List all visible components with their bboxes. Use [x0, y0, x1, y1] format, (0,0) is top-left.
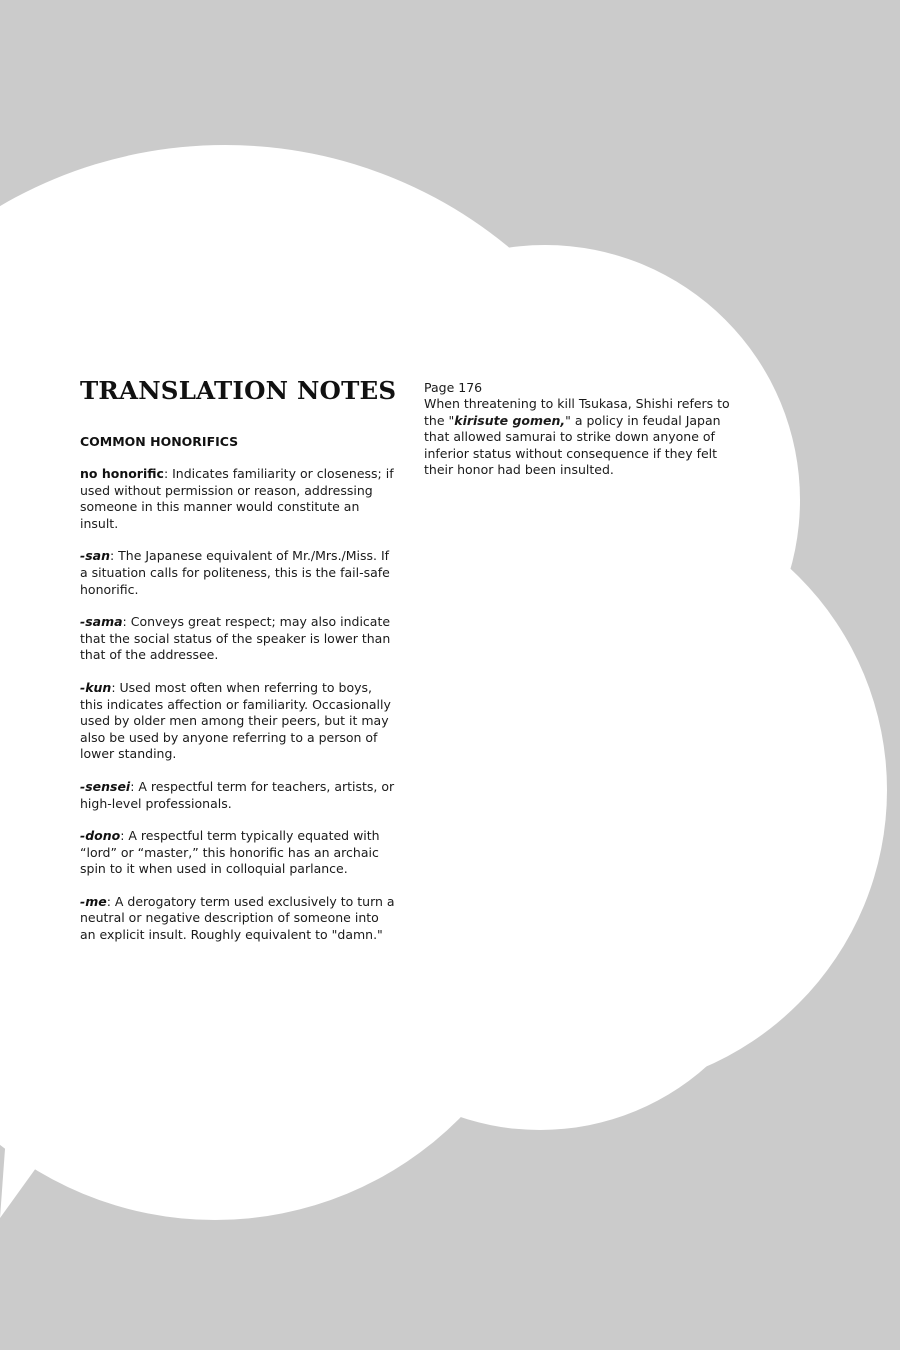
honorific-entry — [80, 548, 398, 598]
honorific-entry — [80, 680, 398, 763]
page-title: TRANSLATION NOTES — [80, 376, 397, 405]
honorific-term: -kun — [80, 679, 112, 695]
honorific-term: -san — [80, 548, 110, 564]
honorific-definition: : A derogatory term used exclusively to turn a neutral or negative description of someone into an explicit insult. Roughly equivalent to "damn." — [80, 893, 395, 943]
honorific-term: no honorific — [80, 466, 164, 481]
note-text-before: When threatening to kill Tsukasa, Shishi refers to the " — [424, 396, 730, 428]
honorific-term: -dono — [80, 828, 121, 844]
honorific-entry — [80, 894, 398, 944]
honorific-entry — [80, 614, 398, 664]
honorific-entry — [80, 779, 398, 812]
section-heading: COMMON HONORIFICS — [80, 434, 239, 449]
honorific-definition: : Indicates familiarity or closeness; if used without permission or reason, addressing someone in this manner would constitute an insult. — [80, 466, 394, 531]
honorific-entry — [80, 828, 398, 878]
honorific-definition: : Used most often when referring to boys, this indicates affection or familiarity. Occasionally used by older men among their peers, but it may also be used by anyone referring to a person of lower standing. — [80, 679, 391, 762]
note-text-after: " a policy in feudal Japan that allowed samurai to strike down anyone of inferior status without consequence if they felt their honor had been insulted. — [424, 412, 721, 478]
honorific-definition: : A respectful term typically equated with “lord” or “master,” this honorific has an archaic spin to it when used in colloquial parlance. — [80, 828, 380, 877]
honorific-term: -me — [80, 893, 107, 909]
honorific-term: -sensei — [80, 778, 131, 794]
left-column — [80, 376, 398, 944]
honorific-definition: : The Japanese equivalent of Mr./Mrs./Miss. If a situation calls for politeness, this is the fail-safe honorific. — [80, 548, 390, 597]
honorific-term: -sama — [80, 614, 123, 630]
honorific-definition: : A respectful term for teachers, artists, or high-level professionals. — [80, 778, 395, 811]
page-note-text — [424, 396, 742, 479]
honorific-definition: : Conveys great respect; may also indicate that the social status of the speaker is lower than that of the addressee. — [80, 614, 391, 663]
honorific-entry — [80, 466, 398, 532]
note-emphasis-term: kirisute gomen, — [454, 412, 566, 428]
right-column — [424, 379, 742, 479]
page-reference: Page 176 — [424, 380, 483, 395]
